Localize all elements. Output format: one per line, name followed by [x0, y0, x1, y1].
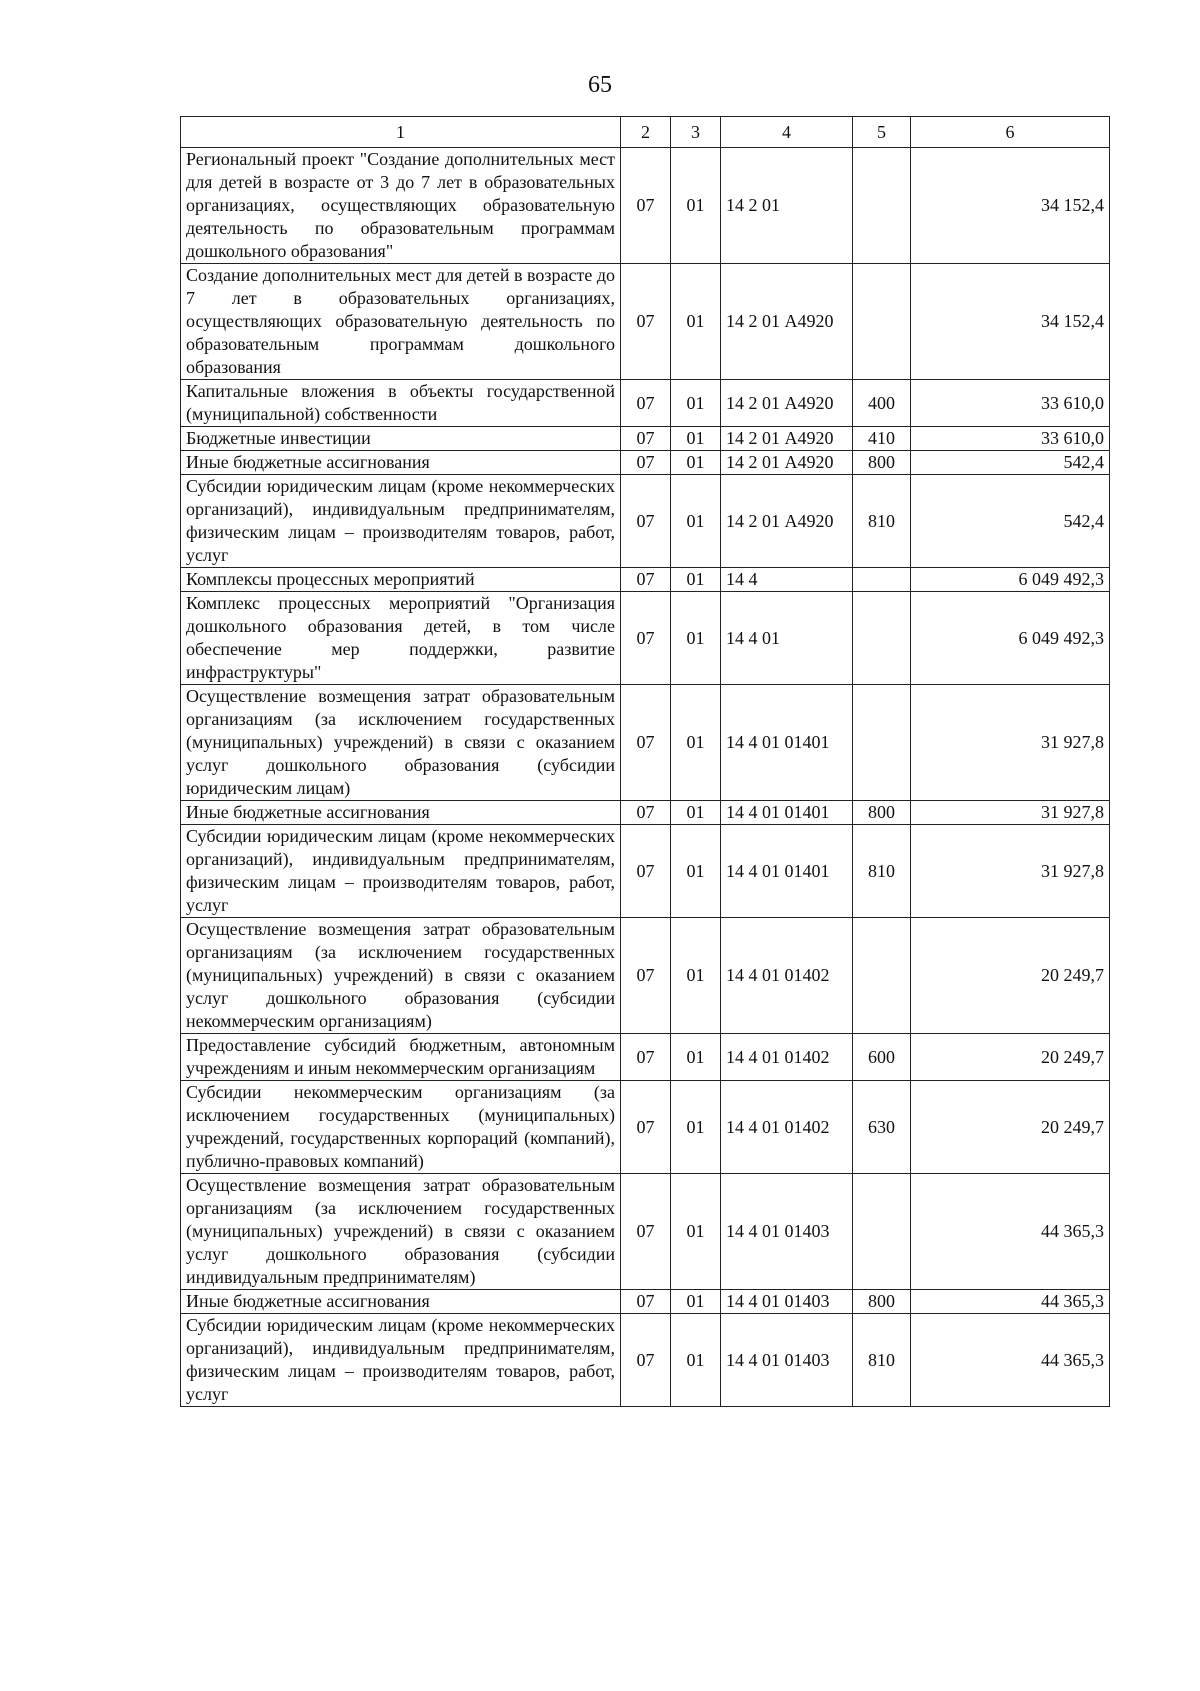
- row-amount: 20 249,7: [911, 1081, 1110, 1174]
- row-expense-type: 810: [853, 475, 911, 568]
- row-expense-type: [853, 264, 911, 380]
- table-row: [181, 1290, 1110, 1314]
- row-amount: 33 610,0: [911, 427, 1110, 451]
- table-row: [181, 1174, 1110, 1290]
- row-target-code: 14 2 01 А4920: [721, 264, 853, 380]
- row-section: 07: [621, 825, 671, 918]
- row-subsection: 01: [671, 475, 721, 568]
- header-col-6: 6: [911, 117, 1110, 148]
- row-target-code: 14 4 01 01401: [721, 801, 853, 825]
- table-row: [181, 1081, 1110, 1174]
- row-subsection: 01: [671, 264, 721, 380]
- row-expense-type: 800: [853, 801, 911, 825]
- row-section: 07: [621, 1034, 671, 1081]
- row-expense-type: [853, 148, 911, 264]
- row-subsection: 01: [671, 148, 721, 264]
- row-subsection: 01: [671, 1174, 721, 1290]
- row-section: 07: [621, 451, 671, 475]
- row-target-code: 14 4 01 01403: [721, 1290, 853, 1314]
- row-name: Иные бюджетные ассигнования: [181, 801, 621, 825]
- row-target-code: 14 4 01 01402: [721, 1034, 853, 1081]
- row-target-code: 14 4 01 01403: [721, 1314, 853, 1407]
- row-section: 07: [621, 475, 671, 568]
- row-amount: 31 927,8: [911, 825, 1110, 918]
- table-row: [181, 592, 1110, 685]
- row-section: 07: [621, 801, 671, 825]
- row-target-code: 14 2 01: [721, 148, 853, 264]
- row-name: Региональный проект "Создание дополнительных мест для детей в возрасте от 3 до 7 лет в образовательных организациях, осуществляющих образовательную деятельность по образовательным программам дошкольного образования": [181, 148, 621, 264]
- row-name: Осуществление возмещения затрат образовательным организациям (за исключением государственных (муниципальных) учреждений) в связи с оказанием услуг дошкольного образования (субсидии индивидуальным предпринимателям): [181, 1174, 621, 1290]
- row-target-code: 14 4 01 01402: [721, 918, 853, 1034]
- row-amount: 44 365,3: [911, 1290, 1110, 1314]
- page-number: 65: [588, 72, 612, 98]
- row-amount: 6 049 492,3: [911, 592, 1110, 685]
- row-name: Комплексы процессных мероприятий: [181, 568, 621, 592]
- row-target-code: 14 4 01 01403: [721, 1174, 853, 1290]
- header-col-5: 5: [853, 117, 911, 148]
- row-target-code: 14 4: [721, 568, 853, 592]
- table-body: [181, 117, 1110, 1407]
- row-section: 07: [621, 264, 671, 380]
- header-col-2: 2: [621, 117, 671, 148]
- row-name: Субсидии юридическим лицам (кроме некоммерческих организаций), индивидуальным предпринимателям, физическим лицам – производителям товаров, работ, услуг: [181, 475, 621, 568]
- table-row: [181, 918, 1110, 1034]
- row-amount: 34 152,4: [911, 148, 1110, 264]
- row-subsection: 01: [671, 918, 721, 1034]
- table-row: [181, 380, 1110, 427]
- row-subsection: 01: [671, 1314, 721, 1407]
- row-expense-type: [853, 1174, 911, 1290]
- row-section: 07: [621, 427, 671, 451]
- row-target-code: 14 4 01 01401: [721, 825, 853, 918]
- row-expense-type: 800: [853, 451, 911, 475]
- table-row: [181, 264, 1110, 380]
- table-row: [181, 451, 1110, 475]
- row-section: 07: [621, 918, 671, 1034]
- row-name: Иные бюджетные ассигнования: [181, 1290, 621, 1314]
- table-row: [181, 427, 1110, 451]
- row-subsection: 01: [671, 1081, 721, 1174]
- row-subsection: 01: [671, 451, 721, 475]
- row-expense-type: 630: [853, 1081, 911, 1174]
- row-name: Осуществление возмещения затрат образовательным организациям (за исключением государственных (муниципальных) учреждений) в связи с оказанием услуг дошкольного образования (субсидии некоммерческим организациям): [181, 918, 621, 1034]
- row-subsection: 01: [671, 685, 721, 801]
- row-expense-type: 400: [853, 380, 911, 427]
- row-name: Создание дополнительных мест для детей в возрасте до 7 лет в образовательных организациях, осуществляющих образовательную деятельность по образовательным программам дошкольного образования: [181, 264, 621, 380]
- row-section: 07: [621, 1081, 671, 1174]
- row-name: Комплекс процессных мероприятий "Организация дошкольного образования детей, в том числе обеспечение мер поддержки, развитие инфраструктуры": [181, 592, 621, 685]
- row-subsection: 01: [671, 427, 721, 451]
- row-section: 07: [621, 1290, 671, 1314]
- table-row: [181, 801, 1110, 825]
- header-col-3: 3: [671, 117, 721, 148]
- row-amount: 542,4: [911, 475, 1110, 568]
- row-section: 07: [621, 685, 671, 801]
- row-amount: 31 927,8: [911, 685, 1110, 801]
- table-row: [181, 685, 1110, 801]
- table-row: [181, 475, 1110, 568]
- row-amount: 34 152,4: [911, 264, 1110, 380]
- row-section: 07: [621, 1314, 671, 1407]
- row-amount: 31 927,8: [911, 801, 1110, 825]
- table-row: [181, 148, 1110, 264]
- row-name: Иные бюджетные ассигнования: [181, 451, 621, 475]
- row-subsection: 01: [671, 592, 721, 685]
- row-amount: 20 249,7: [911, 918, 1110, 1034]
- budget-table: [180, 116, 1110, 1407]
- row-target-code: 14 4 01 01401: [721, 685, 853, 801]
- row-name: Предоставление субсидий бюджетным, автономным учреждениям и иным некоммерческим организациям: [181, 1034, 621, 1081]
- row-target-code: 14 4 01: [721, 592, 853, 685]
- row-target-code: 14 2 01 А4920: [721, 451, 853, 475]
- row-name: Субсидии некоммерческим организациям (за исключением государственных (муниципальных) учреждений, государственных корпораций (компаний), публично-правовых компаний): [181, 1081, 621, 1174]
- row-expense-type: 810: [853, 1314, 911, 1407]
- table-header-row: [181, 117, 1110, 148]
- row-expense-type: 800: [853, 1290, 911, 1314]
- row-section: 07: [621, 568, 671, 592]
- row-expense-type: [853, 568, 911, 592]
- row-expense-type: 810: [853, 825, 911, 918]
- row-subsection: 01: [671, 1034, 721, 1081]
- row-amount: 20 249,7: [911, 1034, 1110, 1081]
- table-row: [181, 825, 1110, 918]
- row-expense-type: [853, 592, 911, 685]
- table-row: [181, 1314, 1110, 1407]
- row-name: Бюджетные инвестиции: [181, 427, 621, 451]
- row-expense-type: [853, 918, 911, 1034]
- row-amount: 44 365,3: [911, 1314, 1110, 1407]
- row-target-code: 14 2 01 А4920: [721, 475, 853, 568]
- row-section: 07: [621, 148, 671, 264]
- row-section: 07: [621, 1174, 671, 1290]
- row-section: 07: [621, 380, 671, 427]
- row-target-code: 14 4 01 01402: [721, 1081, 853, 1174]
- table-row: [181, 1034, 1110, 1081]
- row-amount: 542,4: [911, 451, 1110, 475]
- row-subsection: 01: [671, 1290, 721, 1314]
- row-expense-type: [853, 685, 911, 801]
- row-target-code: 14 2 01 А4920: [721, 427, 853, 451]
- row-name: Субсидии юридическим лицам (кроме некоммерческих организаций), индивидуальным предпринимателям, физическим лицам – производителям товаров, работ, услуг: [181, 825, 621, 918]
- header-col-4: 4: [721, 117, 853, 148]
- row-subsection: 01: [671, 380, 721, 427]
- row-amount: 6 049 492,3: [911, 568, 1110, 592]
- row-amount: 33 610,0: [911, 380, 1110, 427]
- table-row: [181, 568, 1110, 592]
- row-amount: 44 365,3: [911, 1174, 1110, 1290]
- row-target-code: 14 2 01 А4920: [721, 380, 853, 427]
- row-name: Осуществление возмещения затрат образовательным организациям (за исключением государственных (муниципальных) учреждений) в связи с оказанием услуг дошкольного образования (субсидии юридическим лицам): [181, 685, 621, 801]
- row-subsection: 01: [671, 825, 721, 918]
- row-subsection: 01: [671, 568, 721, 592]
- header-col-1: 1: [181, 117, 621, 148]
- row-name: Капитальные вложения в объекты государственной (муниципальной) собственности: [181, 380, 621, 427]
- row-expense-type: 600: [853, 1034, 911, 1081]
- row-subsection: 01: [671, 801, 721, 825]
- row-expense-type: 410: [853, 427, 911, 451]
- row-name: Субсидии юридическим лицам (кроме некоммерческих организаций), индивидуальным предпринимателям, физическим лицам – производителям товаров, работ, услуг: [181, 1314, 621, 1407]
- row-section: 07: [621, 592, 671, 685]
